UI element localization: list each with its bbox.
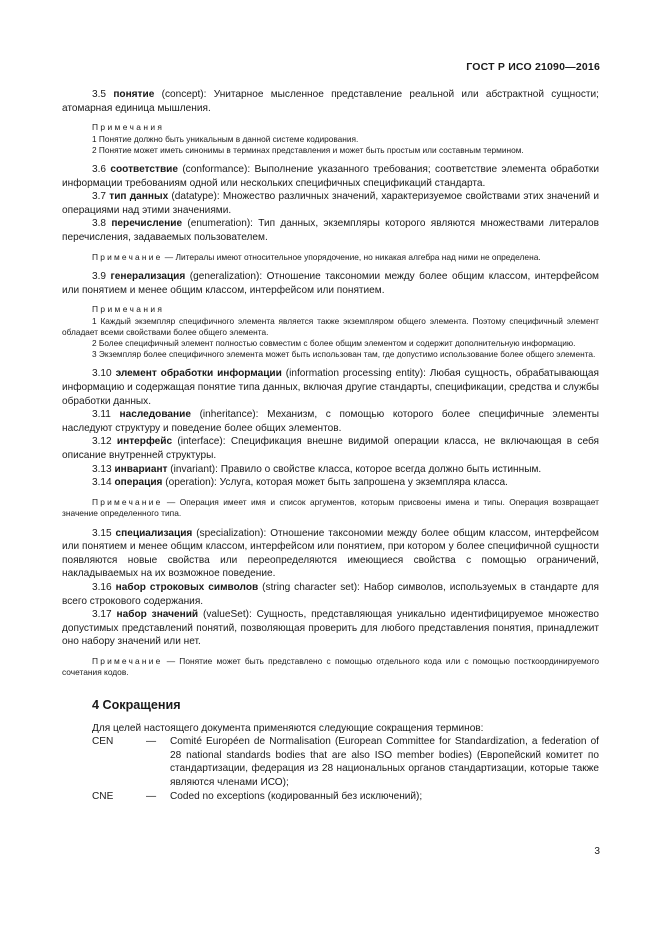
definition-text: (generalization): Отношение таксономии между более общим классом, интерфейсом или понятием и менее общим классом, интерфейсом или понятием. [62, 270, 599, 296]
abbreviation-term: CNE [92, 790, 114, 802]
page-number: 3 [594, 846, 600, 857]
definition-text: (interface): Спецификация внешне видимой операции класса, не включающая в себя описание внутренней структуры. [62, 436, 599, 461]
abbreviation-row [62, 735, 599, 789]
definition-term: операция [114, 477, 163, 489]
abbreviation-description: Comité Européen de Normalisation (European Committee for Standardization, a federation of 28 national standards bodies that are also ISO member bodies) (Европейский комитет по стандартизации, федерация из 28 национальных органов стандартизации, которые также являются членами ИСО); [170, 736, 599, 789]
note-3-14 [62, 497, 599, 520]
notes-title: Примечания [92, 304, 165, 315]
note-3-8 [62, 252, 599, 263]
definition-text: (inheritance): Механизм, с помощью которого более специфичные элементы наследуют структуру и поведение более общих элементов. [62, 409, 599, 434]
definition-term: инвариант [114, 463, 168, 475]
definition-text: (valueSet): Сущность, представляющая уникально идентифицируемое множество допустимых представлений понятий, позволяющая проверить для любого представления понятия, принадлежит оно набору значений или нет. [62, 609, 599, 648]
definition-entry [62, 527, 599, 581]
definitions-group-a [62, 88, 599, 115]
notes-3-9 [62, 304, 599, 360]
definition-number: 3.9 [92, 270, 107, 282]
abbreviation-row [62, 790, 599, 804]
definition-term: наследование [119, 409, 191, 421]
definition-entry [62, 190, 599, 217]
definition-entry [62, 163, 599, 190]
document-header: ГОСТ Р ИСО 21090—2016 [466, 61, 600, 73]
definition-term: специализация [115, 527, 193, 539]
note-item: 1 Понятие должно быть уникальным в данной системе кодирования. [92, 133, 359, 144]
definition-entry [62, 581, 599, 608]
definition-number: 3.13 [92, 463, 112, 475]
definition-text: (string character set): Набор символов, используемых в стандарте для всего строкового содержания. [62, 581, 600, 607]
definition-entry [62, 435, 599, 462]
definition-entry [62, 367, 599, 408]
definition-text: (invariant): Правило о свойстве класса, которое всегда должно быть истинным. [167, 463, 542, 475]
definition-entry [62, 608, 599, 649]
note-text: — Литералы имеют относительное упорядочение, но никакая алгебра над ними не определена. [162, 251, 541, 262]
definitions-group-e [62, 527, 599, 649]
definition-term: понятие [113, 89, 155, 100]
abbreviation-term: CEN [92, 736, 114, 748]
abbreviation-description: Coded no exceptions (кодированный без исключений); [170, 790, 423, 802]
definition-number: 3.12 [92, 436, 112, 448]
definition-entry [62, 476, 599, 490]
note-item: 2 Понятие может иметь синонимы в терминах представления и может быть простым или составным термином. [92, 144, 524, 155]
note-text: — Операция имеет имя и список аргументов, которым присвоены имена и типы. Операция возвращает значение определенного типа. [62, 496, 599, 519]
note-text: — Понятие может быть представлено с помощью отдельного кода или с помощью посткоординируемого сочетания кодов. [62, 655, 599, 678]
notes-title: Примечания [92, 122, 165, 133]
definition-number: 3.15 [92, 527, 112, 539]
definition-term: соответствие [110, 164, 178, 175]
abbreviation-list [62, 735, 599, 803]
definition-number: 3.16 [92, 581, 112, 593]
definition-entry [62, 88, 599, 115]
note-3-17 [62, 656, 599, 679]
definition-entry [62, 270, 599, 297]
definition-text: (conformance): Выполнение указанного требования; соответствие элемента обработки информации требованиям одной или нескольких специфичных спецификаций стандарта. [62, 164, 599, 189]
section-intro: Для целей настоящего документа применяются следующие сокращения терминов: [92, 722, 484, 734]
definition-term: элемент обработки информации [115, 368, 282, 380]
notes-3-5 [62, 122, 599, 156]
definition-text: (specialization): Отношение таксономии между более общим классом, интерфейсом или понятием и менее общим классом, интерфейсом или понятием, при котором у более специфичной сущности появляются новые свойства или переопределяются имеющиеся свойства с помощью ограничений, накладываемых на их возможное поведение. [62, 527, 599, 580]
definitions-group-c [62, 270, 599, 297]
definition-entry [62, 463, 599, 477]
definition-text: (enumeration): Тип данных, экземпляры которого являются множествами литералов перечисления, задаваемых пользователем. [62, 218, 599, 243]
section-title: 4 Сокращения [92, 697, 181, 712]
definition-term: набор строковых символов [115, 581, 259, 593]
definition-term: тип данных [109, 191, 169, 203]
definition-term: генерализация [110, 270, 186, 282]
page-content [62, 88, 599, 803]
definition-text: (datatype): Множество различных значений, характеризуемое свойствами этих значений и операциями над этими значениями. [62, 191, 600, 216]
note-label: Примечание [92, 496, 163, 507]
definition-term: интерфейс [116, 436, 173, 448]
abbreviation-dash: — [146, 736, 157, 748]
note-item: 1 Каждый экземпляр специфичного элемента является также экземпляром общего элемента. Поэтому специфичный элемент обладает всеми свойствами более общего элемента. [62, 315, 599, 337]
definition-text: (operation): Услуга, которая может быть запрошена у экземпляра класса. [162, 477, 508, 489]
definition-entry [62, 408, 599, 435]
abbreviation-dash: — [146, 790, 157, 802]
definition-number: 3.8 [92, 218, 107, 230]
definition-text: (concept): Унитарное мысленное представление реальной или абстрактной сущности; атомарная единица мышления. [62, 89, 599, 114]
definition-term: перечисление [111, 218, 183, 230]
definitions-group-d [62, 367, 599, 489]
definition-number: 3.17 [92, 609, 112, 621]
definition-number: 3.11 [92, 409, 111, 421]
note-item: 3 Экземпляр более специфичного элемента может быть использован там, где допустимо использование более общего элемента. [92, 349, 596, 360]
definitions-group-b [62, 163, 599, 245]
note-label: Примечание [92, 251, 163, 262]
definition-number: 3.10 [92, 368, 112, 380]
definition-text: (information processing entity): Любая сущность, обрабатывающая информацию и содержащая понятие типа данных, включая другие стандарты, спецификации, средства и службы обработки данных. [62, 368, 599, 407]
definition-number: 3.6 [92, 164, 107, 175]
definition-number: 3.7 [92, 191, 107, 203]
note-label: Примечание [92, 655, 163, 666]
definition-entry [62, 217, 599, 244]
note-item: 2 Более специфичный элемент полностью совместим с более общим элементом и содержит дополнительную информацию. [92, 337, 576, 348]
definition-number: 3.14 [92, 477, 112, 489]
definition-term: набор значений [116, 609, 199, 621]
definition-number: 3.5 [92, 89, 107, 100]
